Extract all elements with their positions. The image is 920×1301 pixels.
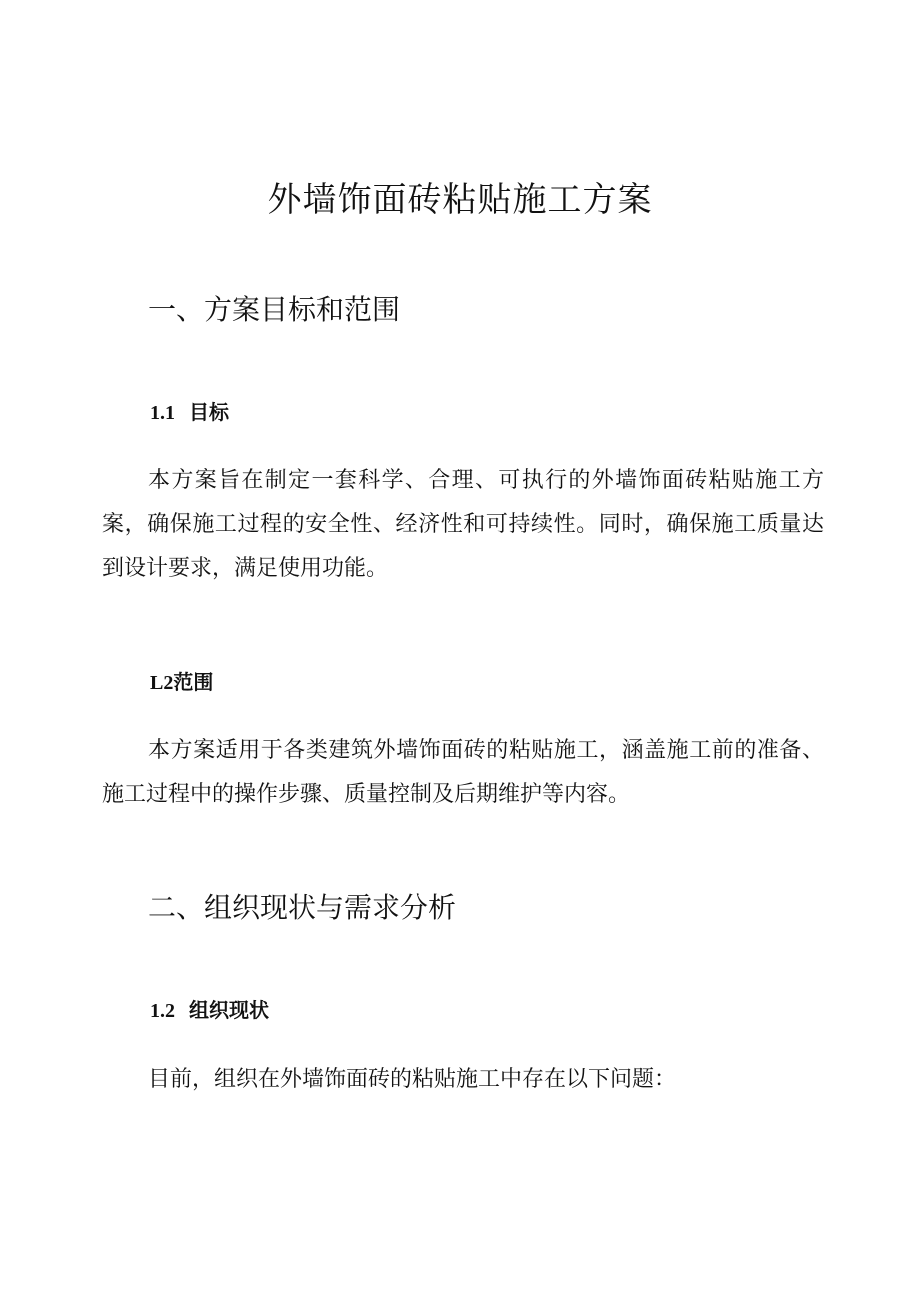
document-title: 外墙饰面砖粘贴施工方案 <box>267 180 653 220</box>
subsection-title: 目标 <box>189 400 229 424</box>
subsection-number: L2 <box>150 672 174 694</box>
section-heading-2: 二、组织现状与需求分析 <box>148 891 457 924</box>
subsection-number: 1.2 <box>150 1000 175 1022</box>
subsection-heading-2-1 <box>150 995 269 1026</box>
subsection-heading-1-1 <box>150 397 229 428</box>
subsection-number: 1.1 <box>150 402 175 424</box>
subsection-heading-1-2 <box>150 667 213 698</box>
subsection-title: 组织现状 <box>189 998 269 1022</box>
paragraph-current-status: 目前，组织在外墙饰面砖的粘贴施工中存在以下问题： <box>148 1067 677 1092</box>
section-heading-1: 一、方案目标和范围 <box>148 293 401 326</box>
paragraph-scope: 本方案适用于各类建筑外墙饰面砖的粘贴施工，涵盖施工前的准备、施工过程中的操作步骤、质量控制及后期维护等内容。 <box>102 738 824 807</box>
subsection-title: 范围 <box>173 670 214 694</box>
paragraph-goal: 本方案旨在制定一套科学、合理、可执行的外墙饰面砖粘贴施工方案，确保施工过程的安全性、经济性和可持续性。同时，确保施工质量达到设计要求，满足使用功能。 <box>102 468 824 581</box>
